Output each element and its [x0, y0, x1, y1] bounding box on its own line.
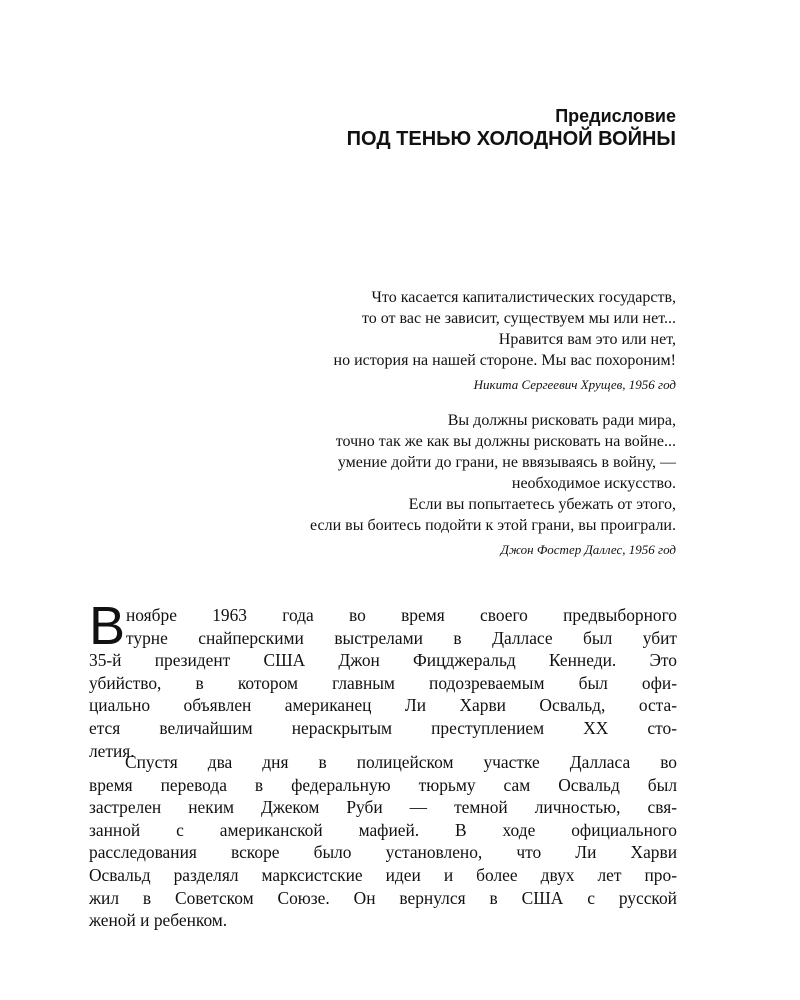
text-line: время перевода в федеральную тюрьму сам Освальд был: [89, 774, 677, 795]
epigraph-line: то от вас не зависит, существуем мы или нет...: [361, 310, 676, 327]
text-line: ется величайшим нераскрытым преступлением XX сто-: [89, 717, 677, 738]
text-line: убийство, в котором главным подозреваемым был офи-: [89, 672, 677, 693]
epigraph-dulles: [310, 410, 676, 560]
epigraph-khrushchev: [334, 287, 676, 395]
text-line: Освальд разделял марксистские идеи и более двух лет про-: [89, 864, 677, 885]
paragraph-2: [89, 751, 677, 932]
text-line: застрелен неким Джеком Руби — темной личностью, свя-: [89, 797, 677, 818]
text-line: ноябре 1963 года во время своего предвыборного: [126, 605, 677, 625]
drop-cap: В: [89, 596, 126, 656]
epigraph-attribution: Джон Фостер Даллес, 1956 год: [500, 542, 676, 557]
epigraph-line: но история на нашей стороне. Мы вас похороним!: [333, 352, 676, 369]
epigraph-line: умение дойти до грани, не ввязываясь в войну, —: [337, 454, 676, 471]
text-line: циально объявлен американец Ли Харви Освальд, оста-: [89, 695, 677, 716]
text-line: турне снайперскими выстрелами в Далласе был убит: [126, 627, 677, 648]
epigraph-line: Вы должны рисковать ради мира,: [447, 412, 676, 429]
epigraph-line: Что касается капиталистических государств,: [371, 289, 676, 306]
epigraph-line: если вы боитесь подойти к этой грани, вы проиграли.: [310, 517, 676, 534]
text-line: жил в Советском Союзе. Он вернулся в США с русской: [89, 887, 677, 908]
text-line: расследования вскоре было установлено, что Ли Харви: [89, 842, 677, 863]
epigraph-line: Если вы попытаетесь убежать от этого,: [408, 496, 676, 513]
text-line: летия.: [89, 740, 135, 761]
epigraph-line: точно так же как вы должны рисковать на войне...: [335, 433, 676, 450]
epigraph-attribution: Никита Сергеевич Хрущев, 1956 год: [473, 377, 676, 392]
paragraph-1: [89, 596, 677, 762]
text-line: 35-й президент США Джон Фицджеральд Кеннеди. Это: [89, 650, 677, 671]
text-line: женой и ребенком.: [89, 910, 228, 931]
chapter-title: ПОД ТЕНЬЮ ХОЛОДНОЙ ВОЙНЫ: [346, 128, 676, 150]
chapter-label: Предисловие: [555, 106, 676, 126]
epigraph-line: Нравится вам это или нет,: [498, 331, 676, 348]
epigraph-line: необходимое искусство.: [511, 475, 676, 492]
text-line: Спустя два дня в полицейском участке Далласа во: [125, 752, 677, 772]
text-line: занной с американской мафией. В ходе официального: [89, 819, 677, 840]
